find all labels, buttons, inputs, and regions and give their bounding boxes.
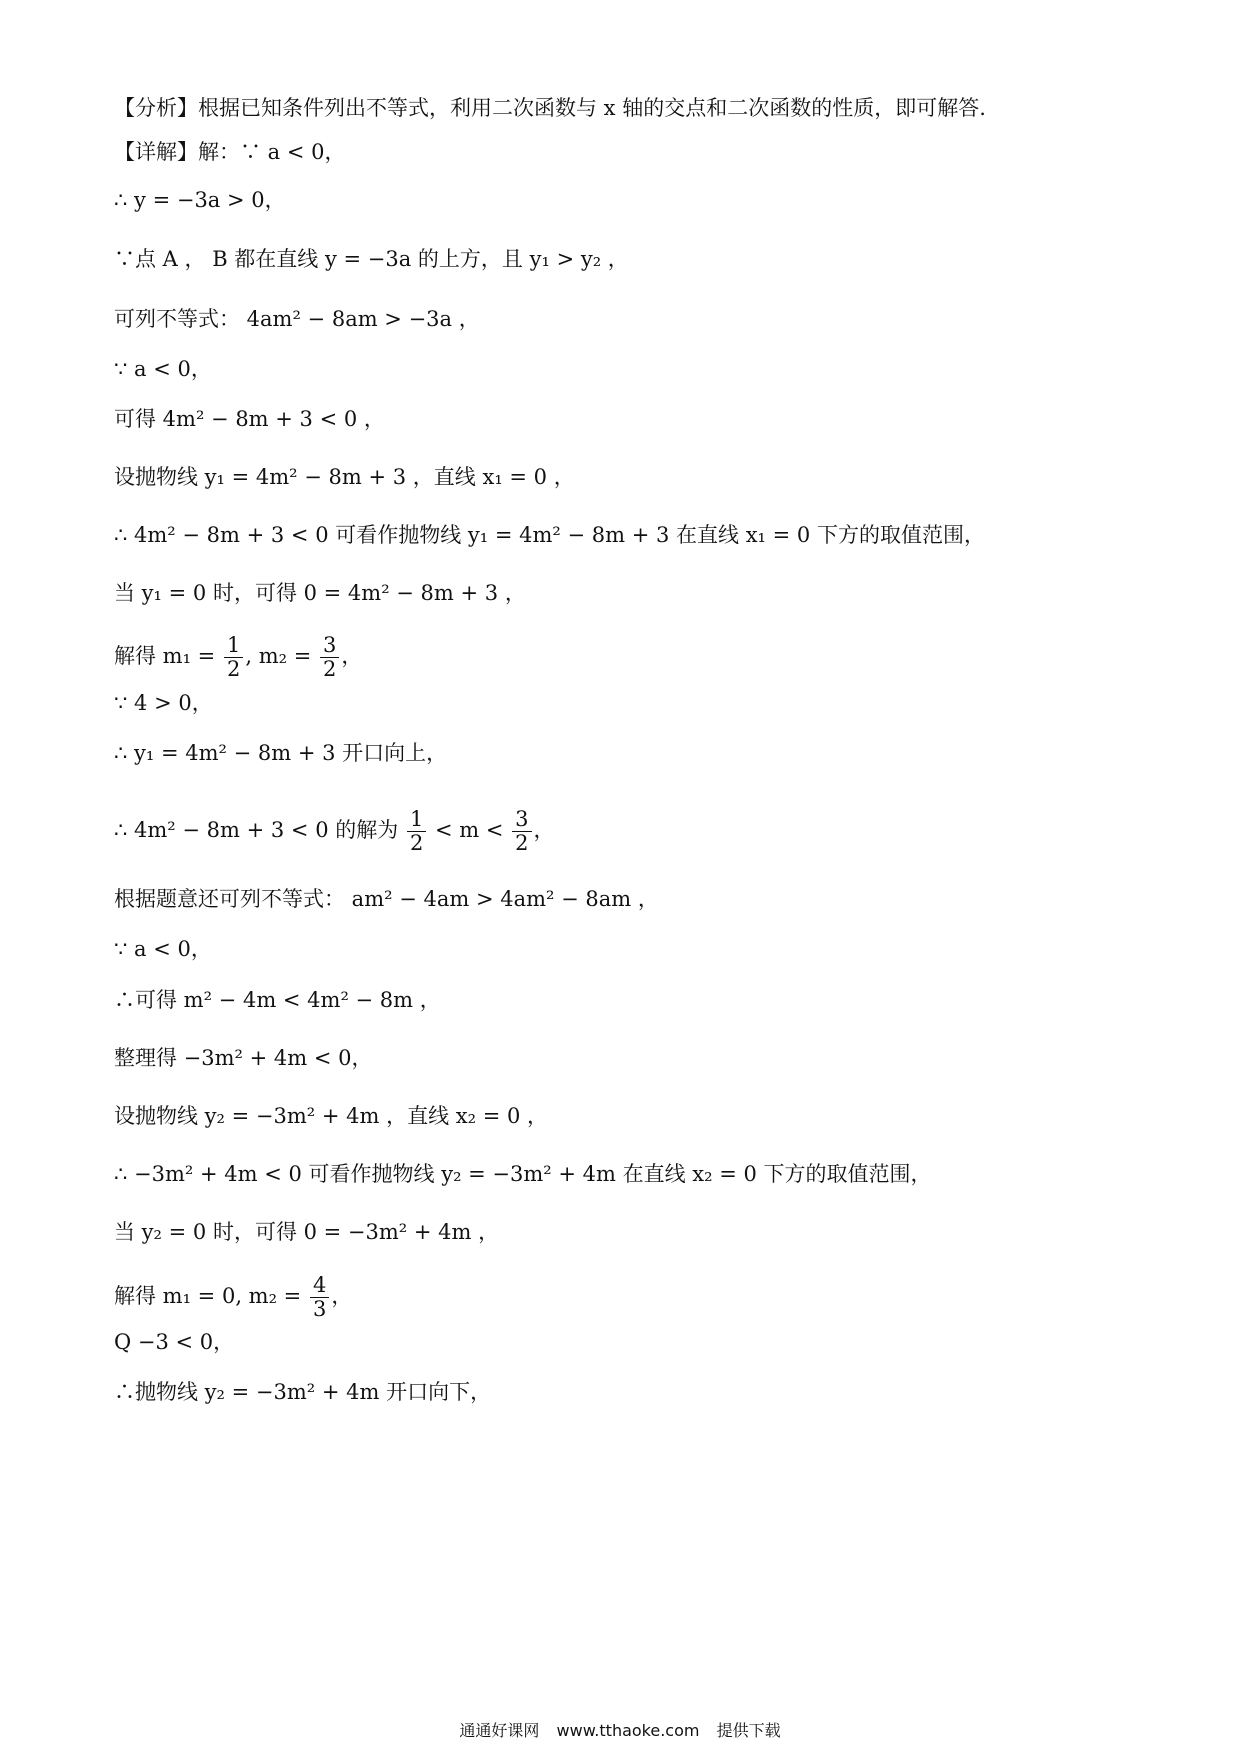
text-line: ∵ a < 0，: [114, 937, 212, 961]
text-line: ∴可得 m² − 4m < 4m² − 8m ，: [114, 988, 441, 1012]
text-line: 设抛物线 y₁ = 4m² − 8m + 3 ，直线 x₁ = 0 ，: [114, 465, 575, 489]
solve-suffix: ，: [341, 644, 363, 668]
fraction: [224, 634, 243, 681]
text-line: ∵ 4 > 0，: [114, 691, 213, 715]
numerator: 3: [320, 634, 339, 658]
analysis-line: 【分析】根据已知条件列出不等式，利用二次函数与 x 轴的交点和二次函数的性质，即可解答.: [114, 96, 986, 120]
page-footer: [0, 1718, 1240, 1741]
footer-action: 提供下载: [716, 1721, 781, 1740]
denominator: 2: [226, 657, 241, 681]
solve-prefix: 解得 m₁ =: [114, 644, 216, 668]
solve-mid: , m₂ =: [245, 644, 312, 668]
denominator: 2: [409, 831, 424, 855]
fraction: [407, 808, 426, 855]
solve-line-1: [114, 626, 362, 686]
text-line: ∴ 4m² − 8m + 3 < 0 可看作抛物线 y₁ = 4m² − 8m + 3 在直线 x₁ = 0 下方的取值范围，: [114, 523, 985, 547]
solve2-suffix: ，: [331, 1284, 353, 1308]
text-line: ∵点 A ， B 都在直线 y = −3a 的上方，且 y₁ > y₂ ，: [114, 247, 629, 271]
ineq-suffix: ，: [533, 818, 555, 842]
denominator: 3: [312, 1297, 327, 1321]
denominator: 2: [322, 657, 337, 681]
numerator: 1: [407, 808, 426, 832]
text-line: ∴抛物线 y₂ = −3m² + 4m 开口向下，: [114, 1380, 492, 1404]
footer-url[interactable]: www.tthaoke.com: [556, 1721, 700, 1740]
text-line: ∴ −3m² + 4m < 0 可看作抛物线 y₂ = −3m² + 4m 在直线 x₂ = 0 下方的取值范围，: [114, 1162, 932, 1186]
text-line: ∴ y₁ = 4m² − 8m + 3 开口向上，: [114, 741, 448, 765]
numerator: 1: [224, 634, 243, 658]
fraction: [512, 808, 531, 855]
text-line: ∵ a < 0，: [114, 357, 212, 381]
text-line: 根据题意还可列不等式： am² − 4am > 4am² − 8am ，: [114, 887, 659, 911]
text-line: 可列不等式： 4am² − 8am > −3a ，: [114, 307, 480, 331]
solution-line: 【详解】解：∵ a < 0，: [114, 140, 346, 164]
footer-site: 通通好课网: [459, 1721, 540, 1740]
numerator: 3: [512, 808, 531, 832]
ineq-mid: < m <: [435, 818, 504, 842]
text-line: 当 y₁ = 0 时，可得 0 = 4m² − 8m + 3 ，: [114, 581, 526, 605]
text-line: 当 y₂ = 0 时，可得 0 = −3m² + 4m ，: [114, 1220, 500, 1244]
inequality-solution-line: [114, 800, 555, 860]
numerator: 4: [310, 1274, 329, 1298]
text-line: ∴ y = −3a > 0，: [114, 188, 286, 212]
fraction: [320, 634, 339, 681]
text-line: 设抛物线 y₂ = −3m² + 4m ，直线 x₂ = 0 ，: [114, 1104, 549, 1128]
text-line: 整理得 −3m² + 4m < 0，: [114, 1046, 373, 1070]
ineq-prefix: ∴ 4m² − 8m + 3 < 0 的解为: [114, 818, 399, 842]
text-line: Q −3 < 0，: [114, 1330, 235, 1354]
fraction: [310, 1274, 329, 1321]
text-line: 可得 4m² − 8m + 3 < 0 ，: [114, 407, 385, 431]
solve-line-2: [114, 1266, 352, 1326]
denominator: 2: [515, 831, 529, 855]
solve2-prefix: 解得 m₁ = 0, m₂ =: [114, 1284, 302, 1308]
